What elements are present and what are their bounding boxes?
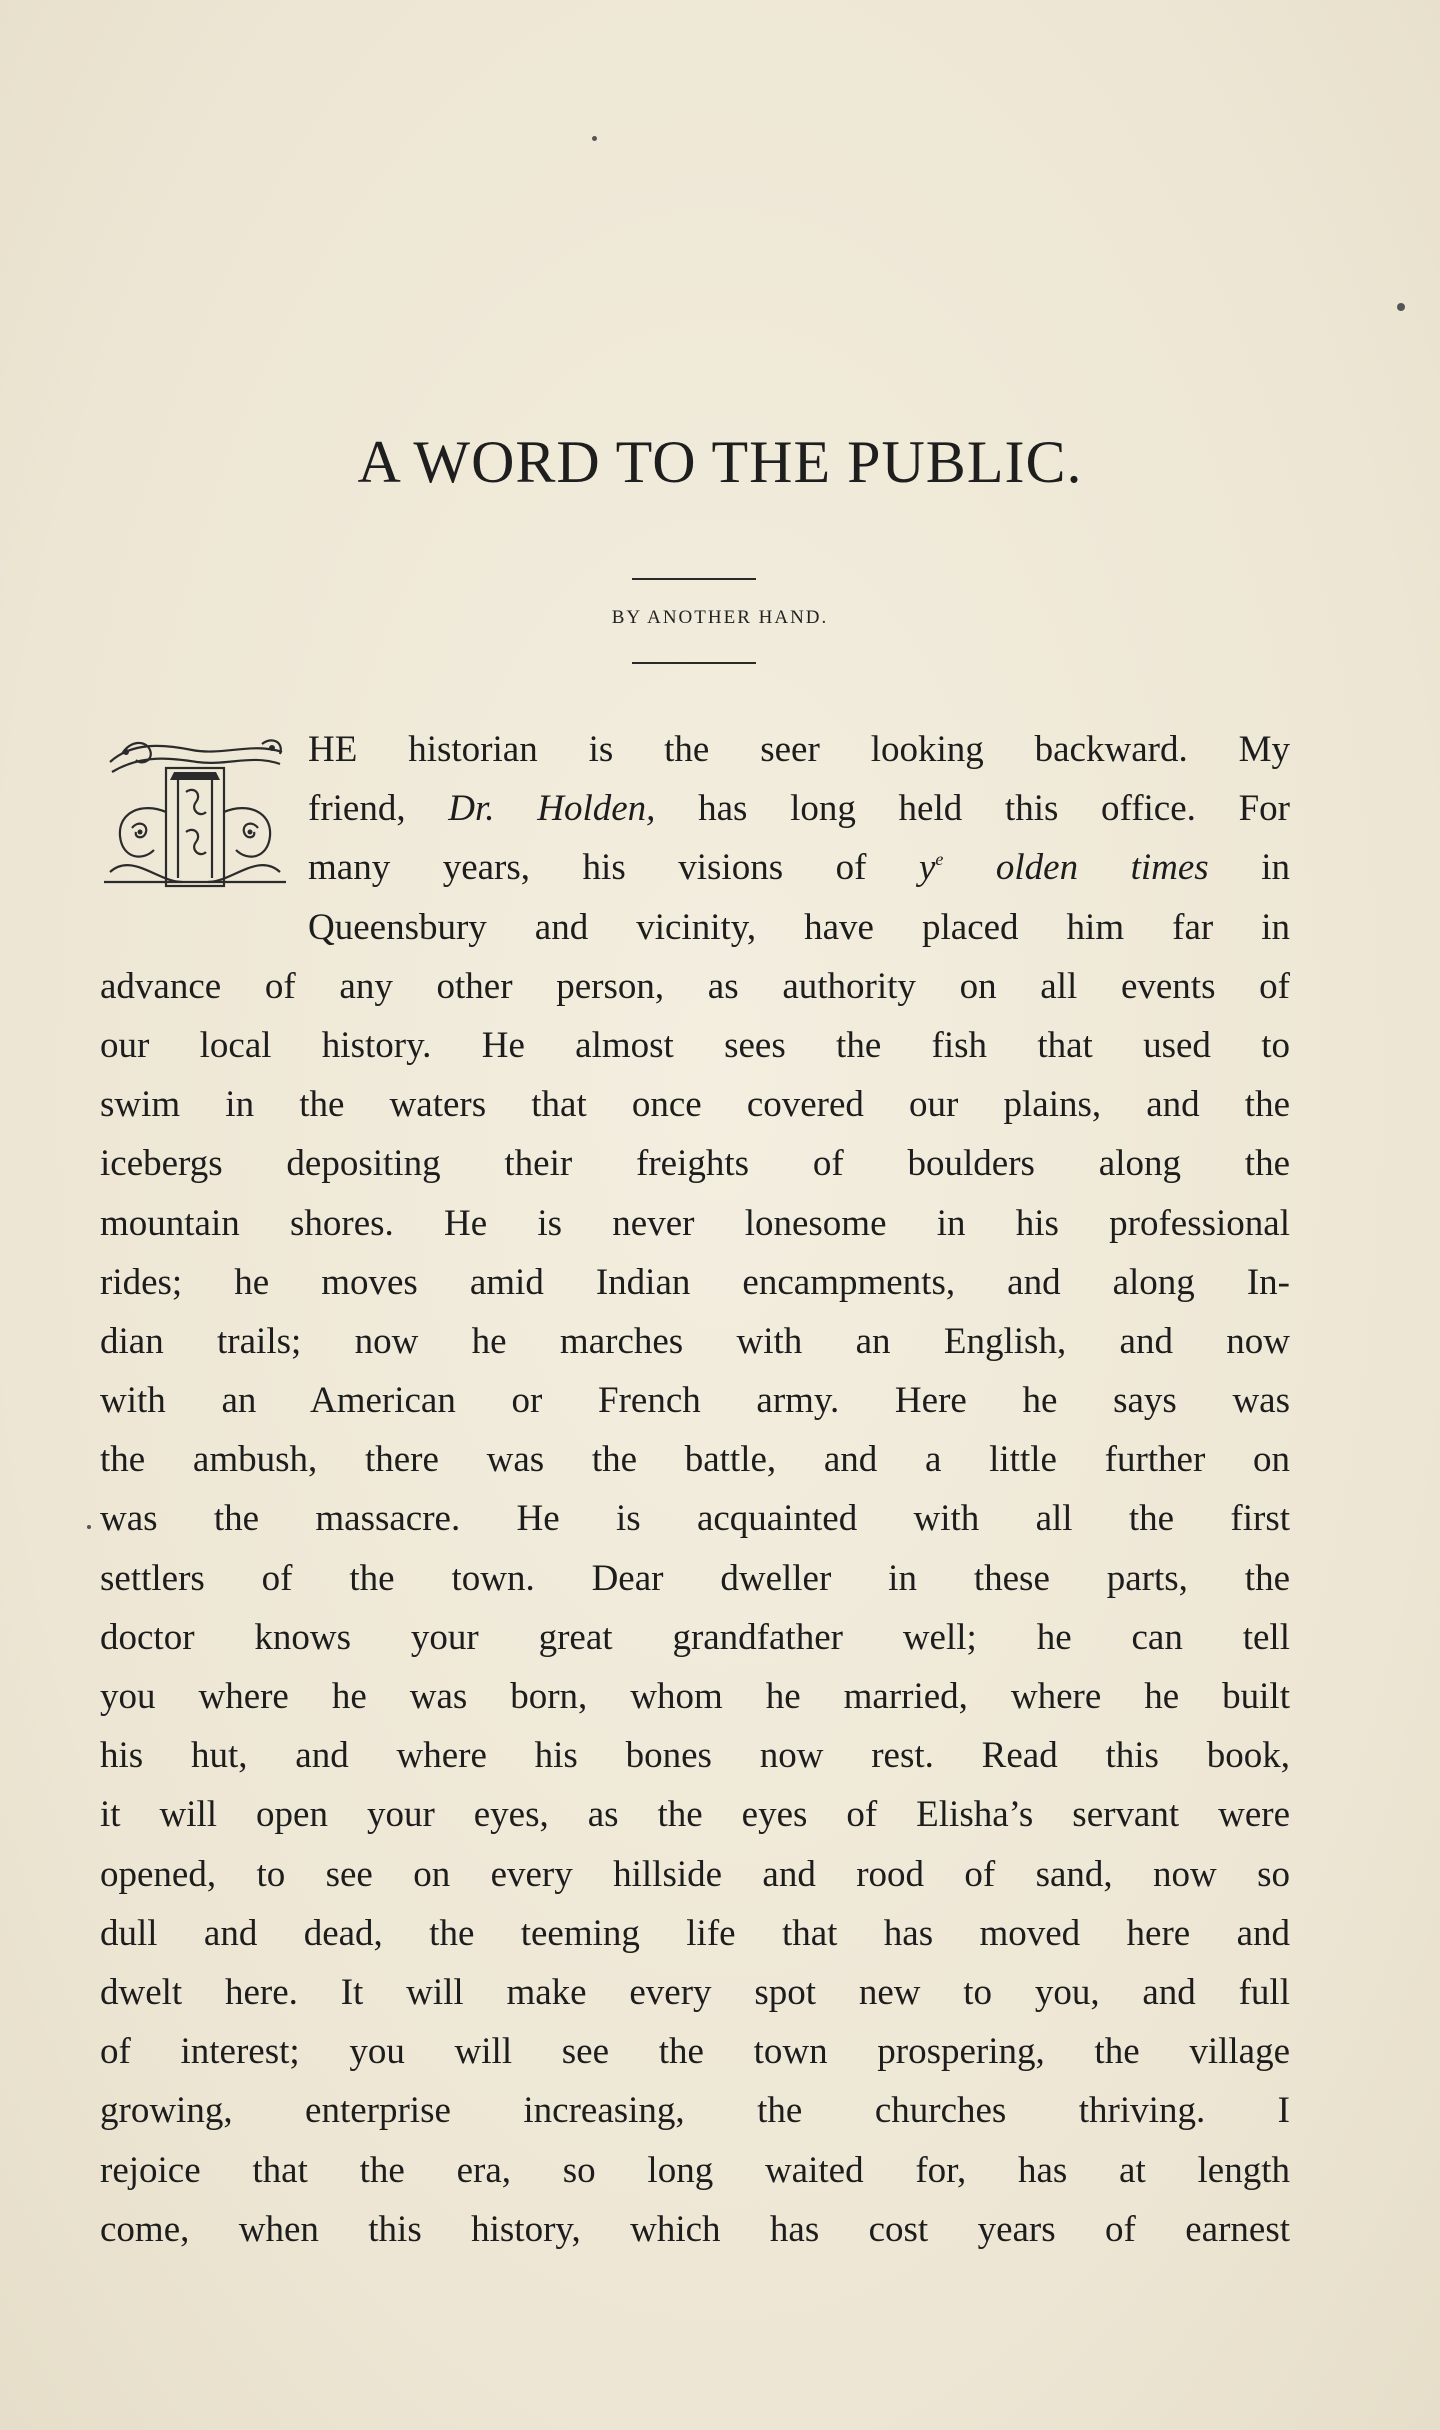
text-segment: olden times [995, 847, 1209, 889]
text-segment: it will open your eyes, as the eyes of Elisha’s servant were [100, 1794, 1290, 1836]
text-segment: dwelt here. It will make every spot new to you, and full [100, 1971, 1290, 2013]
print-speck [1397, 303, 1405, 311]
text-segment: Queensbury and vicinity, have placed him far in [308, 906, 1290, 948]
text-segment: swim in the waters that once covered our plains, and the [100, 1084, 1290, 1126]
text-line [100, 1904, 1290, 1963]
text-line [100, 1845, 1290, 1904]
text-line [100, 1785, 1290, 1844]
text-segment: doctor knows your great grandfather well; he can tell [100, 1616, 1290, 1658]
page-title: A WORD TO THE PUBLIC. [357, 429, 1083, 495]
text-line [100, 779, 1290, 838]
text-line [100, 2200, 1290, 2259]
text-segment: his hut, and where his bones now rest. Read this book, [100, 1735, 1290, 1777]
text-segment: HE historian is the seer looking backward. My [308, 729, 1290, 770]
text-segment: y [918, 847, 936, 889]
text-line [100, 1667, 1290, 1726]
title-rule-top [632, 578, 756, 580]
text-line [100, 957, 1290, 1016]
text-segment: you where he was born, whom he married, where he built [100, 1676, 1290, 1717]
text-line [100, 2081, 1290, 2140]
text-segment: Dr. Holden, [448, 788, 656, 830]
byline: BY ANOTHER HAND. [611, 607, 829, 628]
text-line [100, 1075, 1290, 1134]
text-segment [943, 847, 996, 888]
print-speck [592, 136, 597, 141]
text-segment: e [935, 849, 944, 870]
print-speck [87, 1525, 91, 1529]
text-line [100, 1194, 1290, 1253]
text-line [100, 2022, 1290, 2081]
text-line [100, 1312, 1290, 1371]
text-line [100, 838, 1290, 897]
text-segment: rides; he moves amid Indian encampments, and along In- [100, 1261, 1290, 1303]
text-segment: icebergs depositing their freights of boulders along the [100, 1143, 1290, 1185]
text-segment: with an American or French army. Here he says was [100, 1380, 1290, 1422]
text-segment: come, when this history, which has cost years of earnest [100, 2208, 1290, 2250]
text-line [100, 1549, 1290, 1608]
text-segment: in [1208, 847, 1291, 889]
text-segment: of interest; you will see the town prospering, the village [100, 2031, 1290, 2073]
text-segment: rejoice that the era, so long waited for, has at length [100, 2149, 1290, 2191]
text-segment: settlers of the town. Dear dweller in these parts, the [100, 1557, 1290, 1599]
text-segment: dian trails; now he marches with an English, and now [100, 1320, 1290, 1362]
title-rule-bottom [632, 662, 756, 664]
text-line [100, 1430, 1290, 1489]
text-segment: has long held this office. For [655, 788, 1290, 830]
text-segment: the ambush, there was the battle, and a little further on [100, 1439, 1290, 1481]
text-line [100, 720, 1290, 779]
text-segment: mountain shores. He is never lonesome in his professional [100, 1202, 1290, 1244]
text-segment: advance of any other person, as authority on all events of [100, 965, 1290, 1007]
text-line [100, 1371, 1290, 1430]
text-segment: dull and dead, the teeming life that has moved here and [100, 1912, 1290, 1954]
text-line [100, 1726, 1290, 1785]
text-line [100, 2141, 1290, 2200]
text-segment: was the massacre. He is acquainted with all the first [100, 1498, 1290, 1540]
text-segment: growing, enterprise increasing, the churches thriving. I [100, 2090, 1290, 2132]
text-segment: many years, his visions of [308, 847, 919, 889]
text-line [100, 1608, 1290, 1667]
text-line [100, 1134, 1290, 1193]
text-line [100, 898, 1290, 957]
text-line [100, 1489, 1290, 1548]
text-line [100, 1963, 1290, 2022]
text-segment: friend, [308, 788, 449, 830]
text-line [100, 1253, 1290, 1312]
text-segment: opened, to see on every hillside and rood of sand, now so [100, 1853, 1290, 1895]
body-paragraph [100, 720, 1290, 2259]
text-line [100, 1016, 1290, 1075]
text-segment: our local history. He almost sees the fish that used to [100, 1024, 1290, 1066]
